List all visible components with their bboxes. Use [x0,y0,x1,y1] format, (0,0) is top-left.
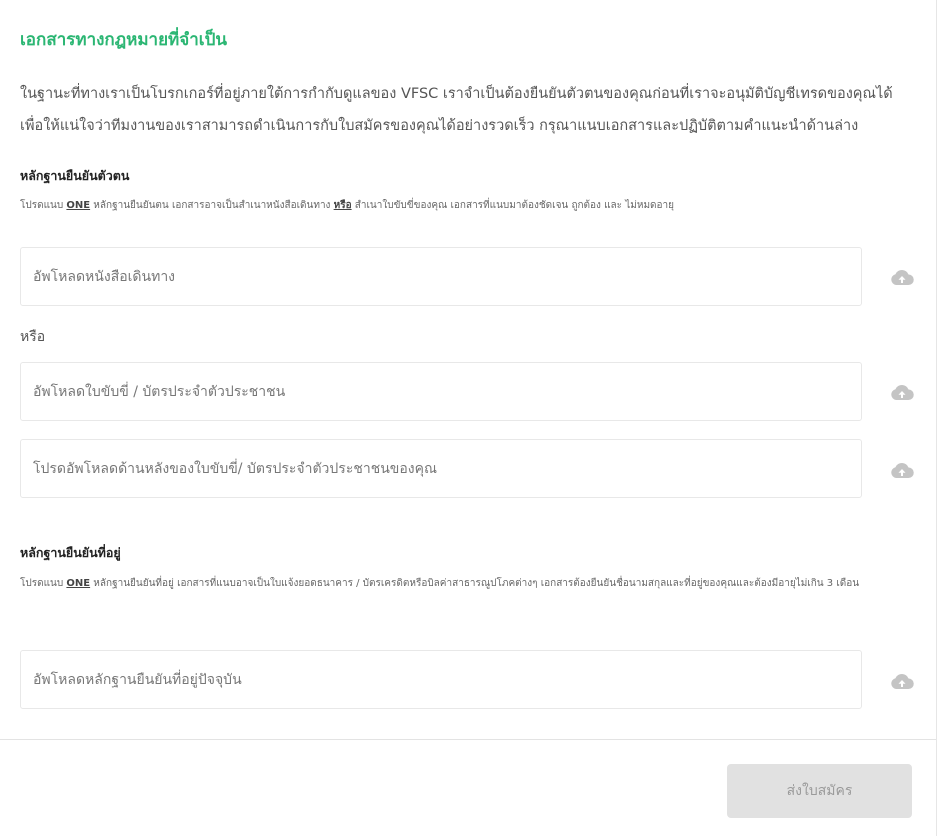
address-note [20,572,915,596]
submit-application-button[interactable]: ส่งใบสมัคร [727,764,912,818]
address-note-suffix: หลักฐานยืนยันที่อยู่ เอกสารที่แนบอาจเป็นใบแจ้งยอดธนาคาร / บัตรเครดิตหรือบิลค่าสาธารณูปโภคต่างๆ เอกสารต้องยืนยันชื่อนามสกุลและที่อยู่ของคุณและต้องมีอายุไม่เกิน 3 เดือน [93,578,860,589]
footer-divider [0,739,936,740]
page-title: เอกสารทางกฎหมายที่จำเป็น [20,30,227,50]
address-note-one: ONE [66,578,91,589]
license-back-upload-field[interactable] [20,439,862,498]
or-separator: หรือ [20,329,46,345]
address-note-prefix: โปรดแนบ [20,578,64,589]
cloud-upload-icon[interactable] [889,672,915,692]
address-upload-label: อัพโหลดหลักฐานยืนยันที่อยู่ปัจจุบัน [33,671,242,688]
cloud-upload-icon[interactable] [889,383,915,403]
license-front-upload-field[interactable] [20,362,862,421]
license-front-upload-label: อัพโหลดใบขับขี่ / บัตรประจำตัวประชาชน [33,383,286,400]
license-back-upload-label: โปรดอัพโหลดด้านหลังของใบขับขี่/ บัตรประจำตัวประชาชนของคุณ [33,460,437,477]
address-upload-field[interactable] [20,650,862,709]
intro-text: ในฐานะที่ทางเราเป็นโบรกเกอร์ที่อยู่ภายใต้การกำกับดูแลของ VFSC เราจำเป็นต้องยืนยันตัวตนของคุณก่อนที่เราจะอนุมัติบัญชีเทรดของคุณได้ เพื่อให้แน่ใจว่าทีมงานของเราสามารถดำเนินการกับใบสมัครของคุณได้อย่างรวดเร็ว กรุณาแนบเอกสารและปฏิบัติตามคำแนะนำด้านล่าง [20,86,893,134]
identity-heading: หลักฐานยืนยันตัวตน [20,168,130,183]
identity-note-one: ONE [66,200,91,211]
cloud-upload-icon[interactable] [889,461,915,481]
address-heading: หลักฐานยืนยันที่อยู่ [20,545,121,560]
passport-upload-field[interactable] [20,247,862,306]
cloud-upload-icon[interactable] [889,268,915,288]
identity-note-middle: หลักฐานยืนยันตน เอกสารอาจเป็นสำเนาหนังสือเดินทาง [93,200,331,211]
identity-note-or: หรือ [333,200,352,211]
identity-note-suffix: สำเนาใบขับขี่ของคุณ เอกสารที่แนบมาต้องชัดเจน ถูกต้อง และ ไม่หมดอายุ [354,200,675,211]
identity-note [20,194,915,218]
identity-note-prefix: โปรดแนบ [20,200,64,211]
passport-upload-label: อัพโหลดหนังสือเดินทาง [33,268,176,285]
